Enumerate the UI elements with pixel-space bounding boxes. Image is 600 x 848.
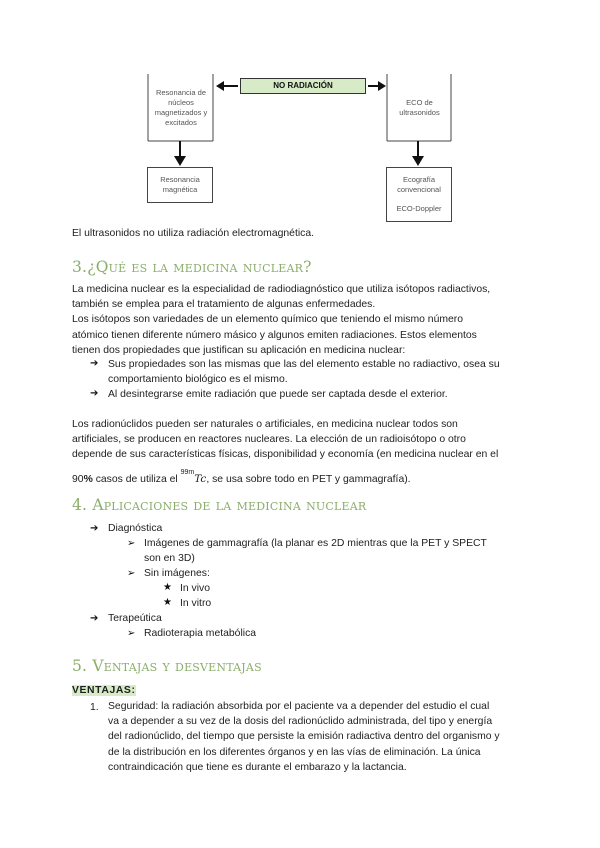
text-line: tienen dos propiedades que justifican su aplicación en medicina nuclear: [72, 344, 406, 356]
triangle-arrow-icon: ➢ [127, 568, 136, 579]
text-line: contraindicación que tiene es durante el embarazo y la lactancia. [108, 761, 407, 773]
section3-heading: 3.¿Qué es la medicina nuclear? [72, 258, 312, 276]
text-line: de la distribución en los diferentes órganos y en las vías de eliminación. La única [108, 746, 481, 758]
text-line [72, 465, 532, 487]
right-top-label: ECO de ultrasonidos [399, 98, 440, 117]
triangle-arrow-icon: ➢ [127, 628, 136, 639]
list-item-diagnostica: Diagnóstica [108, 523, 163, 534]
text-line: Los radionúclidos pueden ser naturales o artificiales, en medicina nuclear todos son [72, 419, 458, 430]
list-item-imagenes [144, 536, 544, 566]
triangle-arrow-icon: ➢ [127, 538, 136, 549]
isotope-mass-number: 99m [180, 468, 195, 476]
left-top-label: Resonancia de núcleos magnetizados y excitados [154, 88, 208, 127]
diagram-lines [0, 0, 600, 230]
ultrasonidos-note: El ultrasonidos no utiliza radiación electromagnética. [72, 228, 315, 239]
section4-heading: 4. Aplicaciones de la medicina nuclear [72, 496, 367, 514]
text-line: del radionúclido, del tiempo que persiste la emisión radiactiva dentro del organismo y [108, 731, 500, 743]
left-bottom-label: Resonancia magnética [160, 175, 200, 194]
bullet-item [108, 357, 538, 387]
right-arrow-head [378, 81, 386, 91]
text-line: Sus propiedades son las mismas que las del elemento estable no radiactivo, osea su [108, 359, 500, 370]
left-bottom-box [147, 167, 213, 203]
left-arrow-head [216, 81, 224, 91]
text-fragment: casos de utiliza el [92, 473, 181, 485]
right-bottom-label-1: Ecografía convencional [397, 175, 441, 194]
star-icon: ★ [163, 582, 172, 593]
text-line: comportamiento biológico es el mismo. [108, 374, 288, 386]
no-radiacion-box: NO RADIACIÓN [240, 78, 366, 94]
percent-number: 90 [72, 473, 84, 485]
text-line: también se emplea para el tratamiento de algunas enfermedades. [72, 299, 376, 311]
text-line: Seguridad: la radiación absorbida por el paciente va a depender del estudio el cual [108, 701, 490, 712]
text-fragment: , se usa sobre todo en PET y gammagrafía). [206, 473, 411, 485]
right-bottom-box [386, 167, 452, 222]
list-item-terapeutica: Terapeútica [108, 613, 162, 624]
list-item-in-vivo: In vivo [180, 583, 211, 594]
ventajas-label [72, 683, 136, 698]
list-item-in-vitro: In vitro [180, 598, 212, 609]
arrow-icon: ➔ [90, 358, 99, 369]
bullet-item: Al desintegrarse emite radiación que puede ser captada desde el exterior. [108, 389, 448, 400]
text-line: Los isótopos son variedades de un elemento químico que teniendo el mismo número [72, 314, 464, 326]
text-line: depende de sus características físicas, disponibilidad y economía (en medicina nuclear en el [72, 449, 499, 461]
list-item-radioterapia: Radioterapia metabólica [144, 628, 257, 639]
right-bottom-label-2: ECO-Doppler [396, 204, 442, 213]
percent-sign: % [83, 473, 93, 485]
text-line: va a depender a su vez de la dosis del radionúclido administrada, del tipo y energía [108, 716, 493, 728]
arrow-icon: ➔ [90, 613, 99, 624]
list-item-sin-imagenes: Sin imágenes: [144, 568, 210, 579]
arrow-icon: ➔ [90, 523, 99, 534]
text-line: Imágenes de gammagrafía (la planar es 2D mientras que la PET y SPECT [144, 538, 487, 549]
section3-paragraph2 [72, 417, 532, 487]
star-icon: ★ [163, 597, 172, 608]
isotope-symbol: Tc [194, 472, 207, 485]
arrow-icon: ➔ [90, 388, 99, 399]
text-line: artificiales, se producen en reactores nucleares. La elección de un radioisótopo o otro [72, 434, 466, 446]
text-line: atómico tienen diferente número másico y algunos emiten radiaciones. Estos elementos [72, 329, 477, 341]
flow-diagram [0, 0, 600, 230]
ventajas-highlight: VENTAJAS: [72, 685, 136, 696]
text-line: son en 3D) [144, 553, 195, 565]
right-top-box [387, 74, 452, 142]
item-number: 1. [90, 702, 99, 713]
ventaja-item-1 [108, 699, 538, 775]
text-line: La medicina nuclear es la especialidad de radiodiagnóstico que utiliza isótopos radiactivos, [72, 284, 491, 295]
section3-paragraph1 [72, 282, 532, 358]
left-top-box [148, 74, 214, 142]
section5-heading: 5. Ventajas y desventajas [72, 657, 262, 675]
